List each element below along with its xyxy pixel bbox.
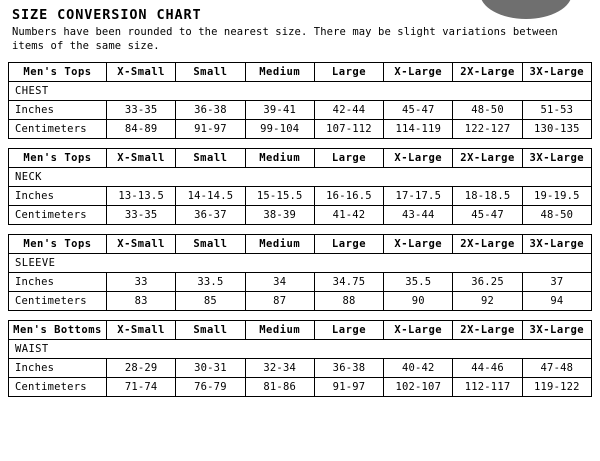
cell: 36-37 <box>176 206 245 225</box>
column-header: X-Small <box>107 63 176 82</box>
cell: 90 <box>384 292 453 311</box>
cell: 14-14.5 <box>176 187 245 206</box>
cell: 45-47 <box>384 101 453 120</box>
cell: 119-122 <box>522 378 591 397</box>
column-header: X-Small <box>107 149 176 168</box>
table-row <box>9 292 592 311</box>
cell: 34 <box>245 273 314 292</box>
cell: 87 <box>245 292 314 311</box>
column-header: Medium <box>245 321 314 340</box>
column-header: Men's Tops <box>9 149 107 168</box>
column-header: X-Large <box>384 235 453 254</box>
cell: 107-112 <box>314 120 383 139</box>
cell: 48-50 <box>522 206 591 225</box>
row-label: Centimeters <box>9 292 107 311</box>
row-label: Centimeters <box>9 120 107 139</box>
table-row <box>9 359 592 378</box>
cell: 17-17.5 <box>384 187 453 206</box>
cell: 94 <box>522 292 591 311</box>
size-chart-page <box>0 7 600 461</box>
cell: 36-38 <box>176 101 245 120</box>
column-header: 3X-Large <box>522 235 591 254</box>
cell: 84-89 <box>107 120 176 139</box>
cell: 33-35 <box>107 101 176 120</box>
cell: 33-35 <box>107 206 176 225</box>
column-header: X-Small <box>107 321 176 340</box>
cell: 39-41 <box>245 101 314 120</box>
column-header: X-Large <box>384 63 453 82</box>
section-row <box>9 82 592 101</box>
column-header: Medium <box>245 149 314 168</box>
table-row <box>9 187 592 206</box>
cell: 13-13.5 <box>107 187 176 206</box>
cell: 38-39 <box>245 206 314 225</box>
cell: 45-47 <box>453 206 522 225</box>
cell: 99-104 <box>245 120 314 139</box>
section-label: SLEEVE <box>9 254 592 273</box>
table-mens-bottoms-waist <box>8 320 592 397</box>
table-row <box>9 273 592 292</box>
cell: 35.5 <box>384 273 453 292</box>
column-header: X-Large <box>384 149 453 168</box>
section-row <box>9 254 592 273</box>
column-header: Small <box>176 321 245 340</box>
column-header: Men's Tops <box>9 63 107 82</box>
cell: 81-86 <box>245 378 314 397</box>
section-label: WAIST <box>9 340 592 359</box>
table-mens-tops-neck <box>8 148 592 225</box>
column-header: 2X-Large <box>453 149 522 168</box>
cell: 36.25 <box>453 273 522 292</box>
table-header-row <box>9 235 592 254</box>
cell: 91-97 <box>176 120 245 139</box>
column-header: Medium <box>245 63 314 82</box>
table-header-row <box>9 63 592 82</box>
table-mens-tops-sleeve <box>8 234 592 311</box>
column-header: Men's Bottoms <box>9 321 107 340</box>
cell: 18-18.5 <box>453 187 522 206</box>
table-header-row <box>9 321 592 340</box>
column-header: Small <box>176 235 245 254</box>
cell: 92 <box>453 292 522 311</box>
column-header: 2X-Large <box>453 63 522 82</box>
cell: 30-31 <box>176 359 245 378</box>
cell: 51-53 <box>522 101 591 120</box>
page-title: SIZE CONVERSION CHART <box>12 7 202 23</box>
cell: 40-42 <box>384 359 453 378</box>
section-label: CHEST <box>9 82 592 101</box>
column-header: 3X-Large <box>522 63 591 82</box>
cell: 42-44 <box>314 101 383 120</box>
column-header: Medium <box>245 235 314 254</box>
cell: 33.5 <box>176 273 245 292</box>
cell: 114-119 <box>384 120 453 139</box>
cell: 15-15.5 <box>245 187 314 206</box>
cell: 91-97 <box>314 378 383 397</box>
cell: 88 <box>314 292 383 311</box>
cell: 41-42 <box>314 206 383 225</box>
cell: 47-48 <box>522 359 591 378</box>
page-subtitle: Numbers have been rounded to the nearest size. There may be slight variations between items of the same size. <box>12 26 558 52</box>
column-header: 2X-Large <box>453 321 522 340</box>
column-header: Large <box>314 149 383 168</box>
table-row <box>9 120 592 139</box>
table-header-row <box>9 149 592 168</box>
column-header: Small <box>176 63 245 82</box>
column-header: 3X-Large <box>522 321 591 340</box>
table-mens-tops-chest <box>8 62 592 139</box>
cell: 102-107 <box>384 378 453 397</box>
cell: 71-74 <box>107 378 176 397</box>
cell: 28-29 <box>107 359 176 378</box>
cell: 43-44 <box>384 206 453 225</box>
cell: 44-46 <box>453 359 522 378</box>
cell: 76-79 <box>176 378 245 397</box>
column-header: Large <box>314 321 383 340</box>
row-label: Inches <box>9 273 107 292</box>
row-label: Inches <box>9 187 107 206</box>
cell: 112-117 <box>453 378 522 397</box>
column-header: X-Large <box>384 321 453 340</box>
cell: 32-34 <box>245 359 314 378</box>
cell: 34.75 <box>314 273 383 292</box>
row-label: Centimeters <box>9 378 107 397</box>
cell: 122-127 <box>453 120 522 139</box>
column-header: X-Small <box>107 235 176 254</box>
column-header: 2X-Large <box>453 235 522 254</box>
cell: 37 <box>522 273 591 292</box>
table-row <box>9 378 592 397</box>
section-row <box>9 340 592 359</box>
cell: 85 <box>176 292 245 311</box>
cell: 48-50 <box>453 101 522 120</box>
row-label: Inches <box>9 359 107 378</box>
column-header: Men's Tops <box>9 235 107 254</box>
cell: 16-16.5 <box>314 187 383 206</box>
table-row <box>9 101 592 120</box>
row-label: Centimeters <box>9 206 107 225</box>
column-header: Small <box>176 149 245 168</box>
column-header: 3X-Large <box>522 149 591 168</box>
section-label: NECK <box>9 168 592 187</box>
cell: 130-135 <box>522 120 591 139</box>
column-header: Large <box>314 235 383 254</box>
cell: 33 <box>107 273 176 292</box>
column-header: Large <box>314 63 383 82</box>
cell: 83 <box>107 292 176 311</box>
cell: 19-19.5 <box>522 187 591 206</box>
section-row <box>9 168 592 187</box>
row-label: Inches <box>9 101 107 120</box>
cell: 36-38 <box>314 359 383 378</box>
table-row <box>9 206 592 225</box>
